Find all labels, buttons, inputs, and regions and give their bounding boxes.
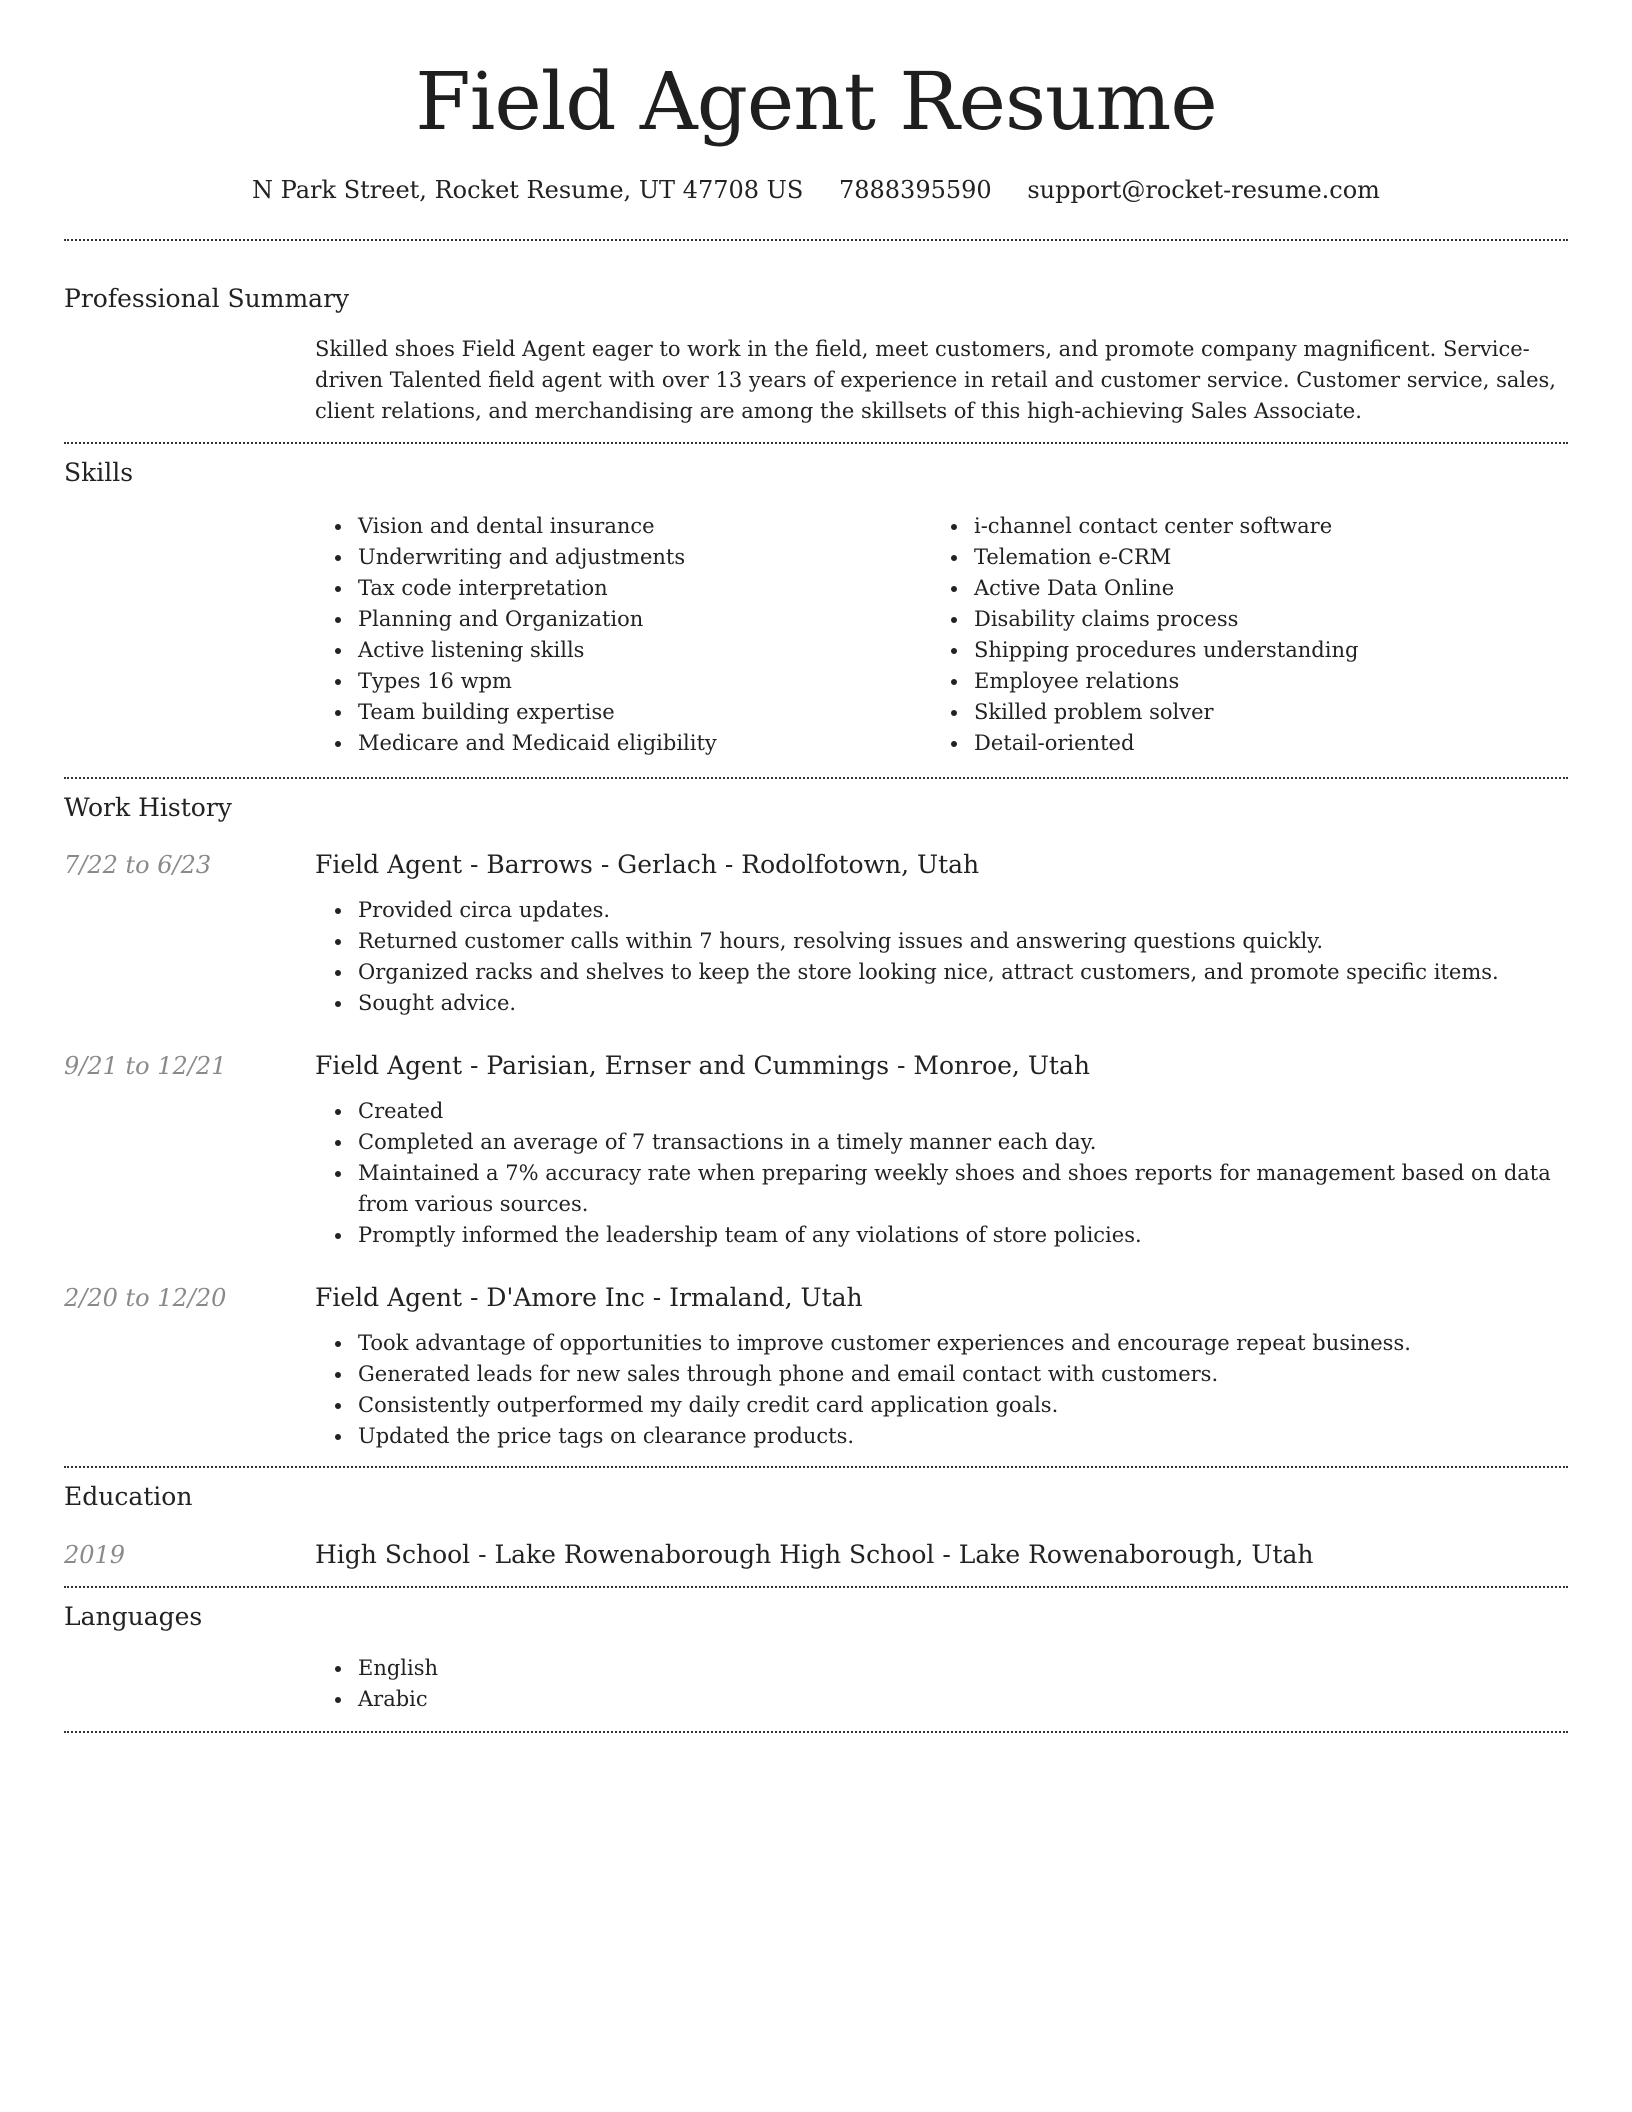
list-item: Types 16 wpm (315, 666, 931, 697)
languages-heading: Languages (64, 1602, 203, 1631)
job-bullets (315, 895, 1568, 1019)
job-dates: 7/22 to 6/23 (64, 851, 212, 879)
skills-list-left (315, 511, 931, 759)
contact-line (64, 172, 1568, 208)
list-item: Organized racks and shelves to keep the store looking nice, attract customers, and promote specific items. (315, 957, 1568, 988)
list-item: Vision and dental insurance (315, 511, 931, 542)
list-item: Arabic (315, 1684, 1568, 1715)
divider (64, 777, 1568, 779)
summary-text: Skilled shoes Field Agent eager to work in the field, meet customers, and promote company magnificent. Service-driven Talented field agent with over 13 years of experience in retail and customer service. Customer service, sales, client relations, and merchandising are among the skillsets of this high-achieving Sales Associate. (315, 337, 1556, 423)
list-item: Telemation e-CRM (931, 542, 1547, 573)
divider (64, 1731, 1568, 1733)
job-bullets (315, 1328, 1568, 1452)
list-item: Disability claims process (931, 604, 1547, 635)
education-year: 2019 (64, 1541, 126, 1569)
list-item: Employee relations (931, 666, 1547, 697)
summary-heading: Professional Summary (64, 284, 350, 313)
list-item: i-channel contact center software (931, 511, 1547, 542)
contact-phone: 7888395590 (838, 176, 992, 204)
skills-section (64, 455, 1568, 759)
list-item: Active listening skills (315, 635, 931, 666)
divider (64, 442, 1568, 444)
list-item: Sought advice. (315, 988, 1568, 1019)
languages-list (315, 1653, 1568, 1715)
divider (64, 1466, 1568, 1468)
resume-page (64, 0, 1568, 1733)
skills-grid (315, 511, 1568, 759)
work-heading: Work History (64, 793, 232, 822)
list-item: Shipping procedures understanding (931, 635, 1547, 666)
job-title: Field Agent - Parisian, Ernser and Cummings - Monroe, Utah (315, 1051, 1090, 1080)
list-item: Completed an average of 7 transactions in a timely manner each day. (315, 1127, 1568, 1158)
education-heading: Education (64, 1482, 193, 1511)
contact-address: N Park Street, Rocket Resume, UT 47708 US (252, 176, 804, 204)
job-title: Field Agent - Barrows - Gerlach - Rodolfotown, Utah (315, 850, 980, 879)
list-item: Returned customer calls within 7 hours, resolving issues and answering questions quickly. (315, 926, 1568, 957)
list-item: Underwriting and adjustments (315, 542, 931, 573)
list-item: Updated the price tags on clearance products. (315, 1421, 1568, 1452)
job-dates: 9/21 to 12/21 (64, 1052, 227, 1080)
list-item: Consistently outperformed my daily credit card application goals. (315, 1390, 1568, 1421)
list-item: Created (315, 1096, 1568, 1127)
list-item: Maintained a 7% accuracy rate when preparing weekly shoes and shoes reports for management based on data from various sources. (315, 1158, 1568, 1220)
skills-list-right (931, 511, 1547, 759)
list-item: Active Data Online (931, 573, 1547, 604)
resume-title: Field Agent Resume (415, 55, 1217, 148)
job-entry (64, 1048, 1568, 1251)
list-item: Tax code interpretation (315, 573, 931, 604)
list-item: Medicare and Medicaid eligibility (315, 728, 931, 759)
divider (64, 239, 1568, 241)
job-dates: 2/20 to 12/20 (64, 1284, 227, 1312)
contact-email: support@rocket-resume.com (1027, 176, 1380, 204)
job-title: Field Agent - D'Amore Inc - Irmaland, Utah (315, 1283, 863, 1312)
list-item: Team building expertise (315, 697, 931, 728)
list-item: Skilled problem solver (931, 697, 1547, 728)
languages-section (64, 1599, 1568, 1715)
work-section (64, 790, 1568, 1452)
list-item: Detail-oriented (931, 728, 1547, 759)
education-title: High School - Lake Rowenaborough High School - Lake Rowenaborough, Utah (315, 1540, 1314, 1569)
list-item: Promptly informed the leadership team of any violations of store policies. (315, 1220, 1568, 1251)
list-item: Took advantage of opportunities to improve customer experiences and encourage repeat business. (315, 1328, 1568, 1359)
list-item: English (315, 1653, 1568, 1684)
skills-heading: Skills (64, 458, 134, 487)
list-item: Generated leads for new sales through phone and email contact with customers. (315, 1359, 1568, 1390)
divider (64, 1586, 1568, 1588)
list-item: Planning and Organization (315, 604, 931, 635)
summary-section (64, 281, 1568, 427)
job-entry (64, 847, 1568, 1019)
education-section (64, 1479, 1568, 1573)
job-entry (64, 1280, 1568, 1452)
job-bullets (315, 1096, 1568, 1251)
list-item: Provided circa updates. (315, 895, 1568, 926)
